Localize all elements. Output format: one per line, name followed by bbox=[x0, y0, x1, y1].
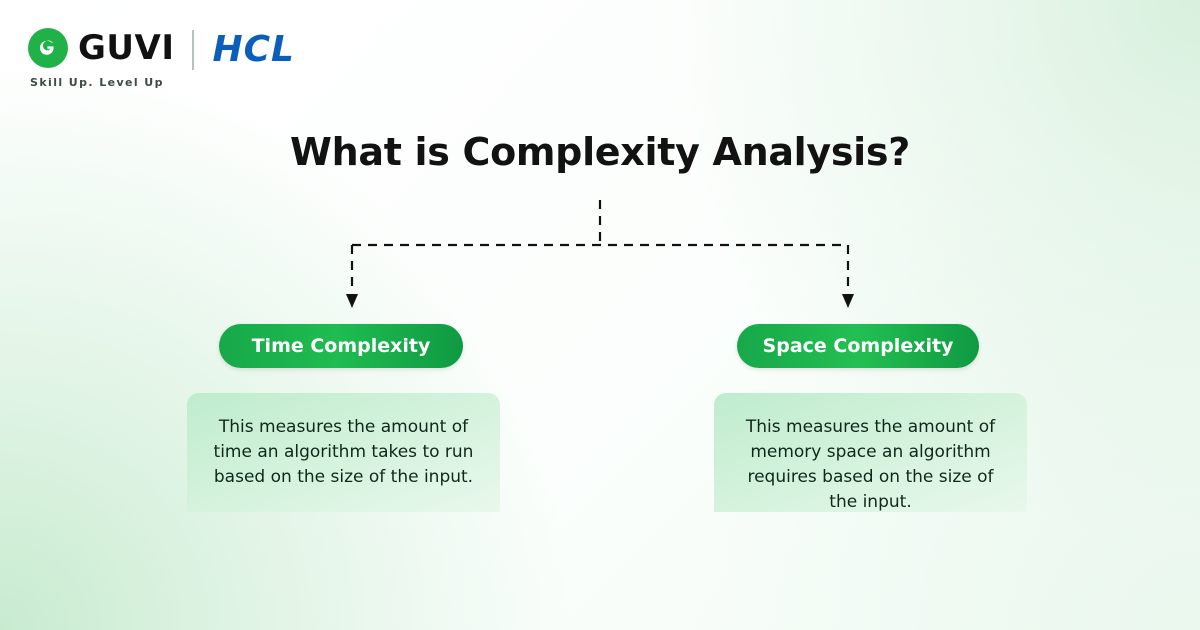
hcl-wordmark: HCL bbox=[212, 29, 295, 70]
brand-bar bbox=[28, 28, 295, 89]
branch-pill-space-complexity[interactable] bbox=[737, 324, 979, 368]
page-title: What is Complexity Analysis? bbox=[290, 130, 910, 174]
branch-pill-time-complexity-label: Time Complexity bbox=[251, 335, 431, 357]
right-arrow-icon bbox=[842, 294, 854, 308]
guvi-circle-mark-icon bbox=[28, 28, 68, 68]
description-card-space-complexity bbox=[714, 393, 1027, 512]
description-card-time-complexity-text: This measures the amount of time an algorithm takes to run based on the size of the input. bbox=[213, 417, 474, 487]
guvi-wordmark: GUVI bbox=[78, 28, 175, 68]
guvi-tagline: Skill Up. Level Up bbox=[30, 76, 164, 89]
left-arrow-icon bbox=[346, 294, 358, 308]
guvi-logo-row bbox=[28, 28, 174, 68]
guvi-logo bbox=[28, 28, 174, 89]
description-card-time-complexity bbox=[187, 393, 500, 512]
brand-divider bbox=[192, 30, 194, 70]
branch-pill-space-complexity-label: Space Complexity bbox=[762, 335, 954, 357]
description-card-space-complexity-text: This measures the amount of memory space an algorithm requires based on the size of the input. bbox=[745, 417, 996, 512]
branch-pill-time-complexity[interactable] bbox=[219, 324, 463, 368]
